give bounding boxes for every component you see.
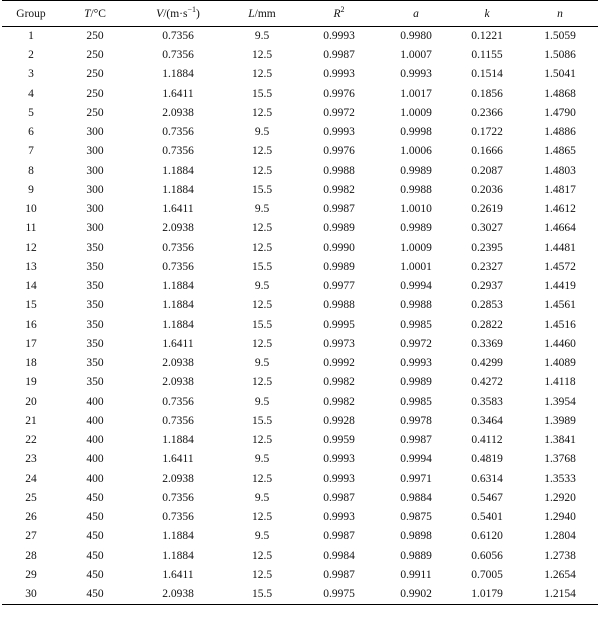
- cell-group: 28: [25, 549, 37, 562]
- cell-group: 17: [25, 337, 37, 350]
- cell-length: 9.5: [254, 395, 270, 408]
- cell-velocity: 2.0938: [162, 106, 194, 119]
- cell-velocity: 1.1884: [162, 183, 194, 196]
- cell-length: 9.5: [254, 530, 270, 543]
- cell-a: 0.9998: [400, 126, 432, 139]
- table-row: [2, 373, 598, 392]
- cell-a: 0.9993: [400, 357, 432, 370]
- cell-velocity: 1.6411: [162, 337, 194, 350]
- cell-n: 1.5059: [544, 30, 576, 42]
- cell-temperature: 300: [86, 183, 104, 196]
- cell-velocity: 0.7356: [162, 30, 194, 42]
- cell-r-squared: 0.9993: [323, 30, 355, 42]
- cell-length: 15.5: [251, 87, 273, 100]
- cell-group: 8: [28, 164, 34, 177]
- table-row: [2, 296, 598, 315]
- cell-group: 27: [25, 530, 37, 543]
- cell-velocity: 1.1884: [162, 549, 194, 562]
- cell-n: 1.4817: [544, 183, 576, 196]
- cell-k: 0.2822: [471, 318, 503, 331]
- cell-a: 0.9994: [400, 453, 432, 466]
- cell-length: 15.5: [251, 260, 273, 273]
- cell-a: 1.0017: [400, 87, 432, 100]
- cell-k: 0.4272: [471, 376, 503, 389]
- cell-a: 0.9911: [400, 568, 432, 581]
- cell-k: 0.1856: [471, 87, 503, 100]
- cell-length: 12.5: [251, 472, 273, 485]
- table-row: [2, 277, 598, 296]
- cell-velocity: 1.1884: [162, 68, 194, 81]
- cell-r-squared: 0.9995: [323, 318, 355, 331]
- cell-r-squared: 0.9984: [323, 549, 355, 562]
- cell-velocity: 0.7356: [162, 241, 194, 254]
- table-row: [2, 104, 598, 123]
- cell-length: 12.5: [251, 434, 273, 447]
- cell-r-squared: 0.9977: [323, 280, 355, 293]
- cell-n: 1.4419: [544, 280, 576, 293]
- cell-r-squared: 0.9987: [323, 203, 355, 216]
- cell-n: 1.4865: [544, 145, 576, 158]
- cell-group: 11: [25, 222, 37, 235]
- cell-length: 9.5: [254, 357, 270, 370]
- cell-length: 9.5: [254, 203, 270, 216]
- cell-n: 1.2940: [544, 511, 576, 524]
- cell-length: 12.5: [251, 49, 273, 62]
- cell-group: 23: [25, 453, 37, 466]
- cell-k: 0.1155: [471, 49, 503, 62]
- table-row: [2, 393, 598, 412]
- cell-n: 1.5086: [544, 49, 576, 62]
- cell-velocity: 1.6411: [162, 203, 194, 216]
- cell-group: 4: [28, 87, 34, 100]
- cell-temperature: 300: [86, 145, 104, 158]
- table-row: [2, 470, 598, 489]
- cell-n: 1.2154: [544, 588, 576, 600]
- table-row: [2, 27, 598, 47]
- cell-r-squared: 0.9988: [323, 164, 355, 177]
- cell-velocity: 1.1884: [162, 280, 194, 293]
- table-row: [2, 335, 598, 354]
- cell-a: 0.9993: [400, 68, 432, 81]
- cell-k: 0.1722: [471, 126, 503, 139]
- cell-velocity: 1.1884: [162, 164, 194, 177]
- cell-temperature: 450: [86, 568, 104, 581]
- cell-n: 1.3533: [544, 472, 576, 485]
- cell-length: 9.5: [254, 453, 270, 466]
- cell-temperature: 350: [86, 299, 104, 312]
- cell-r-squared: 0.9972: [323, 106, 355, 119]
- cell-temperature: 350: [86, 357, 104, 370]
- cell-n: 1.4886: [544, 126, 576, 139]
- table-row: [2, 162, 598, 181]
- cell-length: 12.5: [251, 511, 273, 524]
- cell-group: 22: [25, 434, 37, 447]
- cell-velocity: 1.1884: [162, 434, 194, 447]
- cell-a: 1.0006: [400, 145, 432, 158]
- cell-length: 12.5: [251, 299, 273, 312]
- cell-velocity: 0.7356: [162, 511, 194, 524]
- cell-length: 15.5: [251, 588, 273, 600]
- cell-velocity: 2.0938: [162, 472, 194, 485]
- cell-velocity: 0.7356: [162, 260, 194, 273]
- cell-n: 1.2804: [544, 530, 576, 543]
- cell-group: 6: [28, 126, 34, 139]
- cell-a: 1.0001: [400, 260, 432, 273]
- cell-group: 5: [28, 106, 34, 119]
- table-row: [2, 316, 598, 335]
- table-row: [2, 142, 598, 161]
- cell-k: 0.6056: [471, 549, 503, 562]
- cell-k: 0.1514: [471, 68, 503, 81]
- cell-temperature: 250: [86, 49, 104, 62]
- cell-temperature: 250: [86, 30, 104, 42]
- table-row: [2, 585, 598, 605]
- cell-a: 0.9978: [400, 414, 432, 427]
- table-row: [2, 219, 598, 238]
- cell-k: 0.2087: [471, 164, 503, 177]
- cell-n: 1.4118: [544, 376, 576, 389]
- cell-r-squared: 0.9992: [323, 357, 355, 370]
- table-row: [2, 181, 598, 200]
- cell-length: 12.5: [251, 222, 273, 235]
- cell-r-squared: 0.9989: [323, 260, 355, 273]
- cell-r-squared: 0.9987: [323, 568, 355, 581]
- cell-a: 0.9988: [400, 183, 432, 196]
- cell-r-squared: 0.9989: [323, 222, 355, 235]
- header-temperature: T/°C: [84, 7, 106, 20]
- cell-length: 9.5: [254, 280, 270, 293]
- cell-group: 9: [28, 183, 34, 196]
- cell-length: 12.5: [251, 337, 273, 350]
- cell-group: 12: [25, 241, 37, 254]
- cell-k: 0.5467: [471, 491, 503, 504]
- cell-r-squared: 0.9982: [323, 183, 355, 196]
- cell-group: 2: [28, 49, 34, 62]
- cell-a: 1.0009: [400, 106, 432, 119]
- cell-temperature: 350: [86, 241, 104, 254]
- cell-a: 1.0007: [400, 49, 432, 62]
- cell-n: 1.2920: [544, 491, 576, 504]
- cell-velocity: 1.1884: [162, 530, 194, 543]
- cell-r-squared: 0.9975: [323, 588, 355, 600]
- cell-k: 0.3027: [471, 222, 503, 235]
- header-k: k: [484, 7, 490, 20]
- cell-temperature: 350: [86, 376, 104, 389]
- cell-k: 0.1666: [471, 145, 503, 158]
- cell-temperature: 400: [86, 434, 104, 447]
- cell-r-squared: 0.9993: [323, 126, 355, 139]
- cell-length: 12.5: [251, 106, 273, 119]
- table-row: [2, 489, 598, 508]
- cell-r-squared: 0.9987: [323, 491, 355, 504]
- cell-n: 1.4868: [544, 87, 576, 100]
- cell-r-squared: 0.9993: [323, 511, 355, 524]
- header-n: n: [557, 7, 563, 20]
- cell-velocity: 2.0938: [162, 588, 194, 600]
- cell-group: 29: [25, 568, 37, 581]
- cell-temperature: 450: [86, 530, 104, 543]
- cell-length: 12.5: [251, 549, 273, 562]
- cell-a: 0.9987: [400, 434, 432, 447]
- cell-group: 13: [25, 260, 37, 273]
- cell-velocity: 1.1884: [162, 318, 194, 331]
- cell-length: 9.5: [254, 30, 270, 42]
- cell-length: 9.5: [254, 491, 270, 504]
- cell-group: 3: [28, 68, 34, 81]
- cell-r-squared: 0.9993: [323, 68, 355, 81]
- results-table: [2, 0, 598, 605]
- cell-k: 0.4112: [471, 434, 503, 447]
- cell-velocity: 0.7356: [162, 395, 194, 408]
- data-table-container: [2, 0, 598, 605]
- cell-group: 20: [25, 395, 37, 408]
- cell-r-squared: 0.9987: [323, 49, 355, 62]
- table-row: [2, 46, 598, 65]
- header-a: a: [413, 7, 419, 20]
- cell-length: 15.5: [251, 318, 273, 331]
- cell-r-squared: 0.9959: [323, 434, 355, 447]
- table-row: [2, 200, 598, 219]
- cell-a: 0.9994: [400, 280, 432, 293]
- cell-group: 7: [28, 145, 34, 158]
- header-r-squared: $R^2$: [333, 4, 345, 20]
- cell-length: 15.5: [251, 414, 273, 427]
- cell-velocity: 2.0938: [162, 376, 194, 389]
- cell-group: 26: [25, 511, 37, 524]
- cell-temperature: 450: [86, 491, 104, 504]
- cell-a: 0.9989: [400, 164, 432, 177]
- cell-temperature: 350: [86, 318, 104, 331]
- cell-r-squared: 0.9990: [323, 241, 355, 254]
- cell-r-squared: 0.9976: [323, 87, 355, 100]
- cell-a: 0.9902: [400, 588, 432, 600]
- cell-velocity: 0.7356: [162, 145, 194, 158]
- table-row: [2, 123, 598, 142]
- cell-n: 1.4790: [544, 106, 576, 119]
- cell-n: 1.5041: [544, 68, 576, 81]
- cell-temperature: 300: [86, 222, 104, 235]
- cell-length: 12.5: [251, 568, 273, 581]
- cell-group: 19: [25, 376, 37, 389]
- cell-a: 0.9985: [400, 395, 432, 408]
- cell-n: 1.4481: [544, 241, 576, 254]
- cell-temperature: 400: [86, 414, 104, 427]
- cell-length: 15.5: [251, 183, 273, 196]
- cell-n: 1.3768: [544, 453, 576, 466]
- table-row: [2, 508, 598, 527]
- cell-a: 0.9875: [400, 511, 432, 524]
- cell-r-squared: 0.9928: [323, 414, 355, 427]
- header-velocity: $V/(m\cdot s^{-1})$: [156, 4, 200, 20]
- header-row: [2, 1, 598, 27]
- cell-a: 0.9889: [400, 549, 432, 562]
- cell-n: 1.4561: [544, 299, 576, 312]
- cell-a: 0.9989: [400, 376, 432, 389]
- table-row: [2, 85, 598, 104]
- cell-temperature: 450: [86, 588, 104, 600]
- cell-k: 0.3369: [471, 337, 503, 350]
- cell-a: 0.9884: [400, 491, 432, 504]
- table-row: [2, 450, 598, 469]
- cell-velocity: 1.6411: [162, 568, 194, 581]
- cell-group: 16: [25, 318, 37, 331]
- cell-k: 0.1221: [471, 30, 503, 42]
- cell-r-squared: 0.9988: [323, 299, 355, 312]
- cell-a: 1.0009: [400, 241, 432, 254]
- cell-a: 0.9971: [400, 472, 432, 485]
- cell-a: 0.9988: [400, 299, 432, 312]
- cell-r-squared: 0.9993: [323, 453, 355, 466]
- cell-a: 0.9980: [400, 30, 432, 42]
- cell-temperature: 400: [86, 472, 104, 485]
- cell-a: 0.9898: [400, 530, 432, 543]
- cell-n: 1.4664: [544, 222, 576, 235]
- header-group: Group: [16, 7, 46, 20]
- cell-velocity: 1.6411: [162, 87, 194, 100]
- cell-n: 1.3989: [544, 414, 576, 427]
- cell-n: 1.4460: [544, 337, 576, 350]
- cell-temperature: 250: [86, 68, 104, 81]
- cell-length: 12.5: [251, 376, 273, 389]
- cell-temperature: 350: [86, 280, 104, 293]
- cell-group: 15: [25, 299, 37, 312]
- cell-n: 1.4572: [544, 260, 576, 273]
- table-row: [2, 354, 598, 373]
- cell-a: 0.9989: [400, 222, 432, 235]
- cell-k: 0.2395: [471, 241, 503, 254]
- cell-velocity: 1.6411: [162, 453, 194, 466]
- table-row: [2, 431, 598, 450]
- cell-r-squared: 0.9987: [323, 530, 355, 543]
- cell-temperature: 450: [86, 549, 104, 562]
- table-body: [2, 27, 598, 605]
- cell-temperature: 350: [86, 337, 104, 350]
- cell-temperature: 300: [86, 203, 104, 216]
- cell-k: 0.2619: [471, 203, 503, 216]
- cell-temperature: 350: [86, 260, 104, 273]
- cell-temperature: 450: [86, 511, 104, 524]
- cell-temperature: 250: [86, 106, 104, 119]
- cell-n: 1.2654: [544, 568, 576, 581]
- table-row: [2, 412, 598, 431]
- cell-k: 0.6120: [471, 530, 503, 543]
- cell-k: 0.2853: [471, 299, 503, 312]
- cell-n: 1.3954: [544, 395, 576, 408]
- table-row: [2, 239, 598, 258]
- table-row: [2, 65, 598, 84]
- cell-temperature: 400: [86, 453, 104, 466]
- cell-n: 1.2738: [544, 549, 576, 562]
- cell-k: 0.2036: [471, 183, 503, 196]
- cell-n: 1.3841: [544, 434, 576, 447]
- table-row: [2, 258, 598, 277]
- cell-a: 0.9985: [400, 318, 432, 331]
- cell-length: 12.5: [251, 164, 273, 177]
- cell-length: 12.5: [251, 68, 273, 81]
- cell-k: 0.5401: [471, 511, 503, 524]
- cell-r-squared: 0.9973: [323, 337, 355, 350]
- cell-k: 0.4299: [471, 357, 503, 370]
- cell-n: 1.4612: [544, 203, 576, 216]
- cell-velocity: 0.7356: [162, 126, 194, 139]
- cell-k: 0.7005: [471, 568, 503, 581]
- cell-r-squared: 0.9976: [323, 145, 355, 158]
- cell-length: 12.5: [251, 241, 273, 254]
- cell-n: 1.4803: [544, 164, 576, 177]
- cell-length: 9.5: [254, 126, 270, 139]
- cell-group: 30: [25, 588, 37, 600]
- table-row: [2, 566, 598, 585]
- cell-n: 1.4089: [544, 357, 576, 370]
- cell-k: 0.2327: [471, 260, 503, 273]
- cell-r-squared: 0.9982: [323, 376, 355, 389]
- cell-length: 12.5: [251, 145, 273, 158]
- cell-k: 0.2937: [471, 280, 503, 293]
- cell-velocity: 1.1884: [162, 299, 194, 312]
- cell-a: 1.0010: [400, 203, 432, 216]
- cell-group: 10: [25, 203, 37, 216]
- cell-temperature: 300: [86, 164, 104, 177]
- cell-r-squared: 0.9993: [323, 472, 355, 485]
- table-row: [2, 547, 598, 566]
- cell-velocity: 0.7356: [162, 49, 194, 62]
- cell-k: 0.2366: [471, 106, 503, 119]
- cell-k: 0.3583: [471, 395, 503, 408]
- cell-group: 14: [25, 280, 37, 293]
- cell-temperature: 300: [86, 126, 104, 139]
- cell-r-squared: 0.9982: [323, 395, 355, 408]
- cell-group: 25: [25, 491, 37, 504]
- cell-group: 1: [28, 30, 34, 42]
- cell-k: 1.0179: [471, 588, 503, 600]
- cell-velocity: 0.7356: [162, 414, 194, 427]
- cell-k: 0.3464: [471, 414, 503, 427]
- cell-k: 0.6314: [471, 472, 503, 485]
- table-header: [2, 1, 598, 27]
- cell-group: 21: [25, 414, 37, 427]
- cell-group: 24: [25, 472, 37, 485]
- cell-k: 0.4819: [471, 453, 503, 466]
- table-row: [2, 527, 598, 546]
- cell-velocity: 2.0938: [162, 357, 194, 370]
- cell-n: 1.4516: [544, 318, 576, 331]
- header-length: L/mm: [248, 7, 276, 20]
- cell-group: 18: [25, 357, 37, 370]
- cell-a: 0.9972: [400, 337, 432, 350]
- cell-velocity: 2.0938: [162, 222, 194, 235]
- cell-velocity: 0.7356: [162, 491, 194, 504]
- cell-temperature: 250: [86, 87, 104, 100]
- cell-temperature: 400: [86, 395, 104, 408]
